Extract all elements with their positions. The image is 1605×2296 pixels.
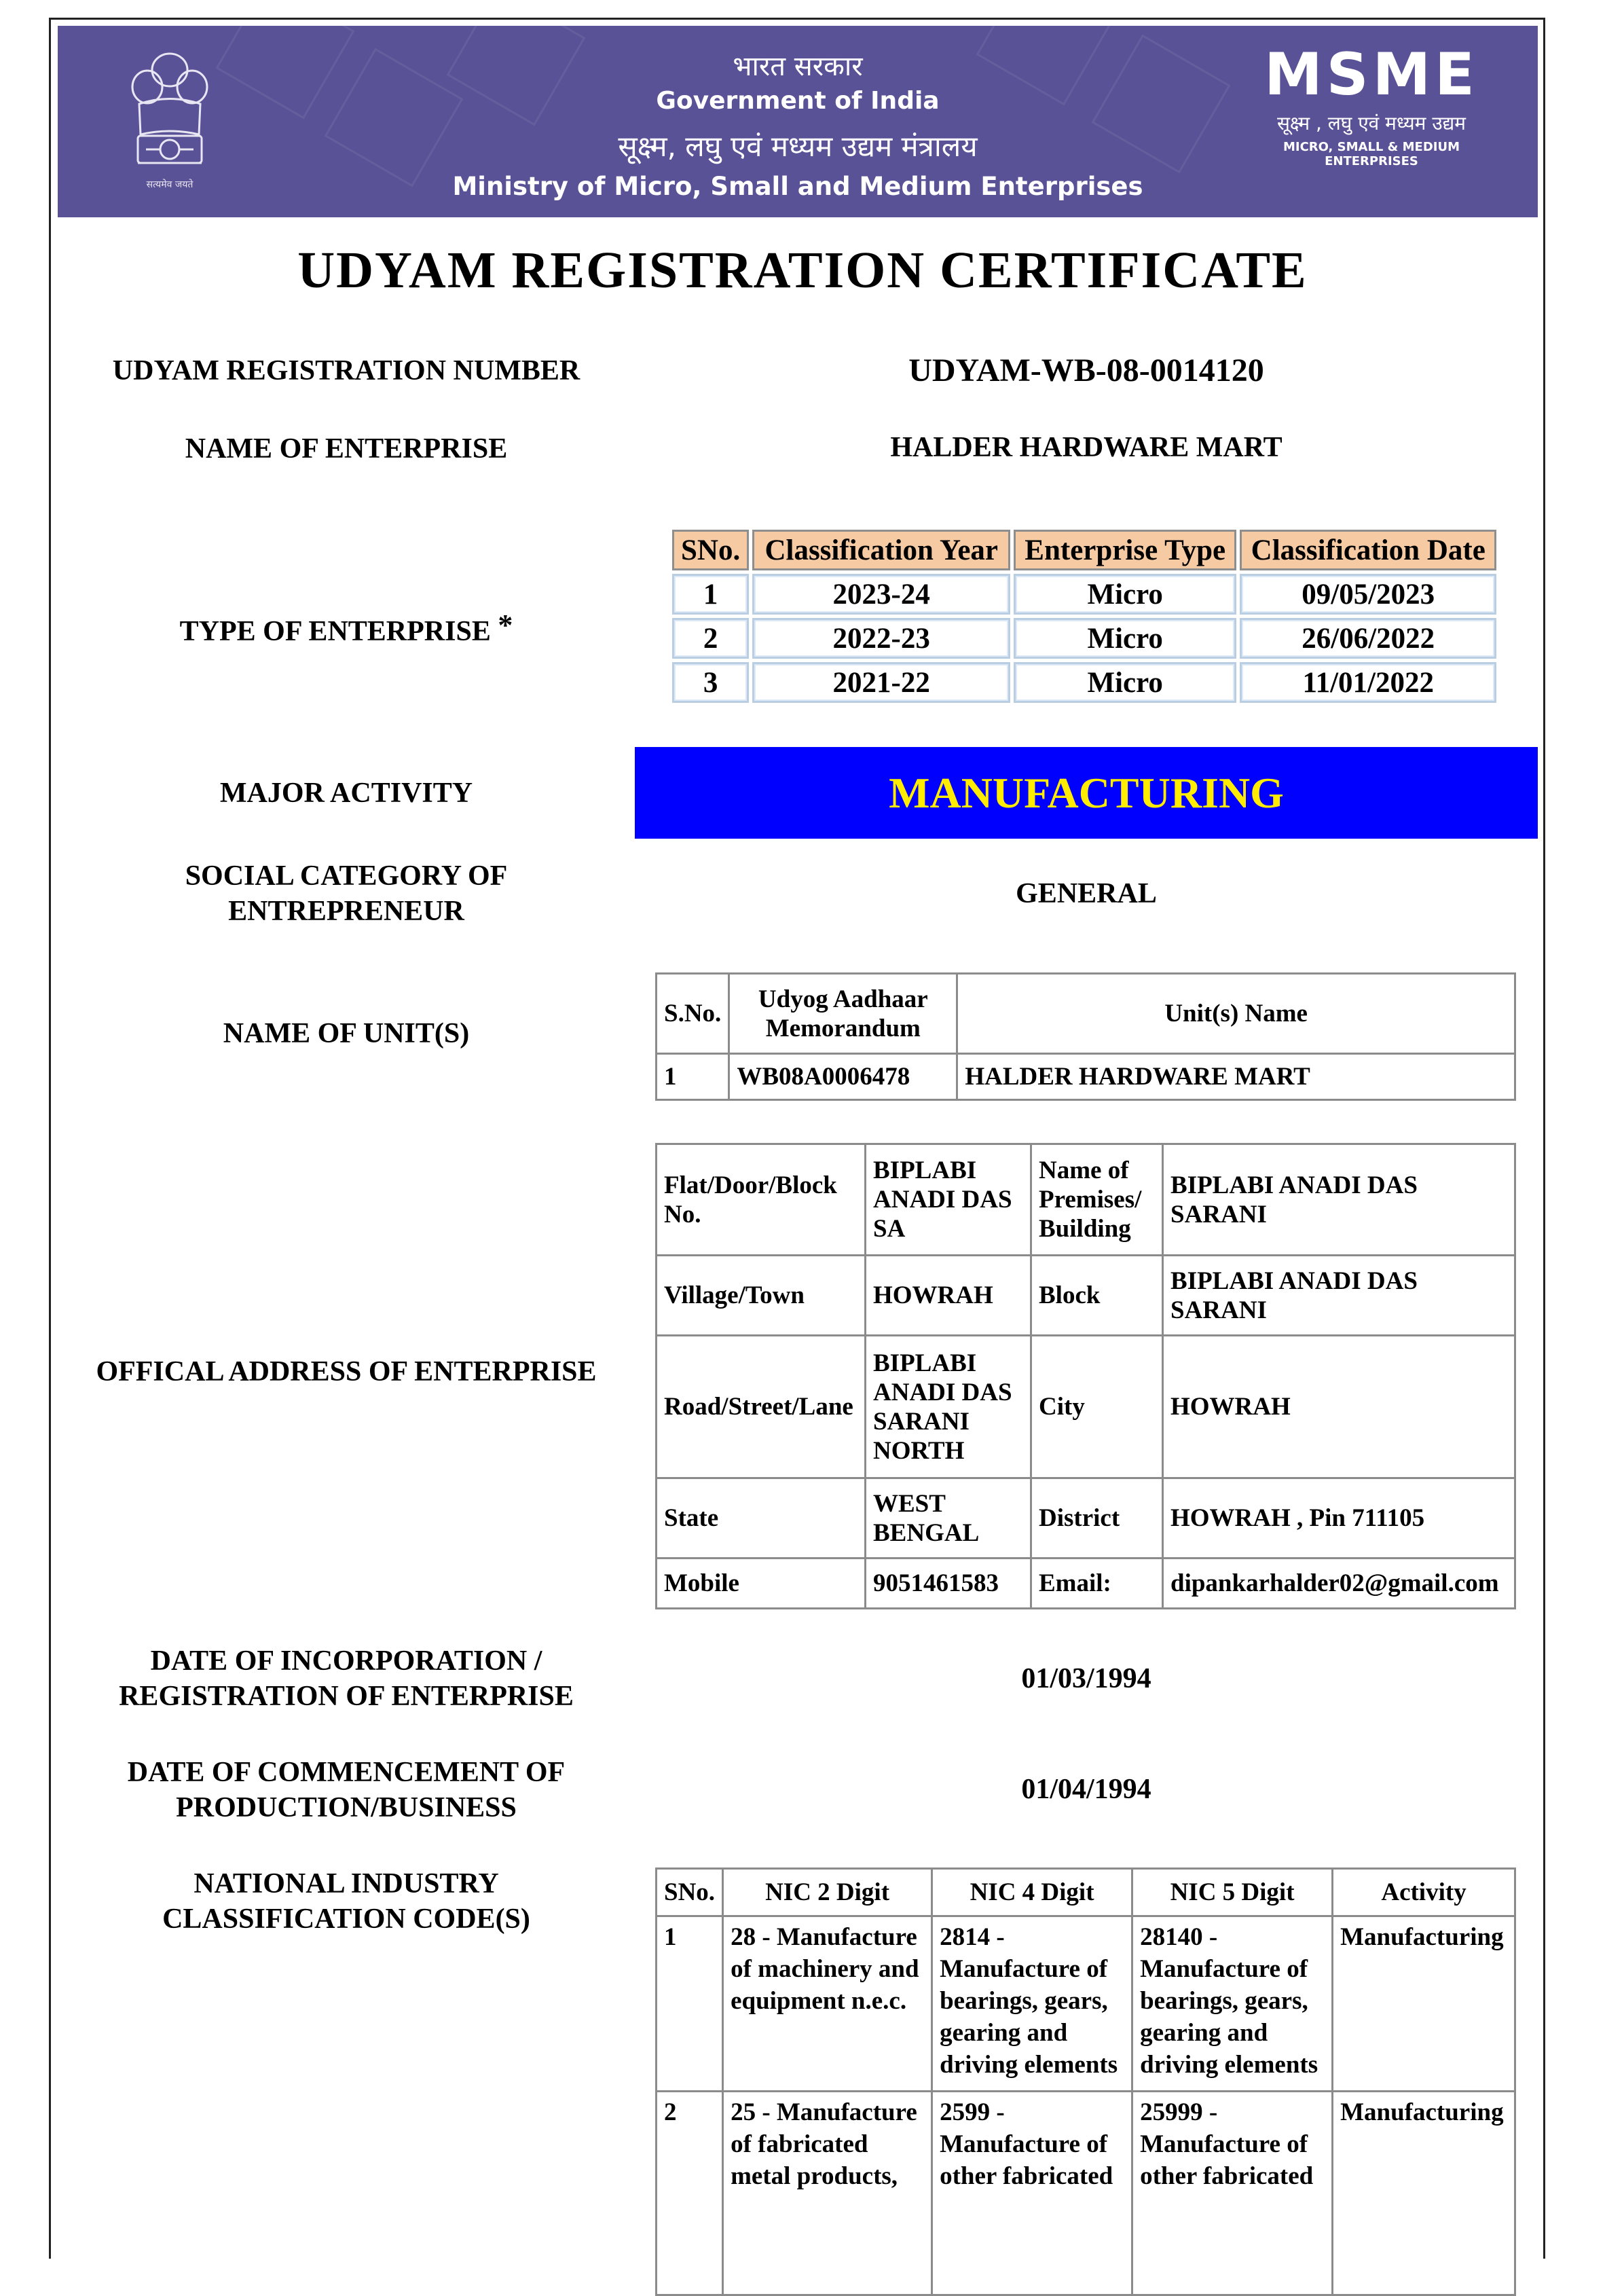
table-cell: State (657, 1478, 866, 1559)
email-value: dipankarhalder02@gmail.com (1163, 1559, 1515, 1609)
col-enterprise-type: Enterprise Type (1014, 530, 1236, 570)
table-cell: Road/Street/Lane (657, 1336, 866, 1478)
table-cell: 2814 - Manufacture of bearings, gears, gearing and driving elements (932, 1916, 1132, 2092)
commencement-label: DATE OF COMMENCEMENT OF PRODUCTION/BUSINESS (127, 1757, 566, 1823)
table-row (672, 618, 1496, 659)
ministry-text: Ministry of Micro, Small and Medium Enterprises (452, 172, 1143, 201)
table-header-cell: Udyog Aadhaar Memorandum (729, 974, 957, 1054)
table-cell: 2023-24 (752, 574, 1010, 615)
table-header-cell: Unit(s) Name (957, 974, 1515, 1054)
table-cell: Email: (1031, 1559, 1163, 1609)
table-cell: 28 - Manufacture of machinery and equipment n.e.c. (723, 1916, 932, 2092)
social-category-label: SOCIAL CATEGORY OF ENTREPRENEUR (185, 860, 508, 927)
units-table (655, 972, 1516, 1101)
government-text: Government of India (656, 87, 940, 115)
table-cell: WB08A0006478 (729, 1054, 957, 1100)
table-cell: HOWRAH (1163, 1336, 1515, 1478)
nic-table (655, 1867, 1516, 2296)
table-cell: 26/06/2022 (1240, 618, 1496, 659)
social-category-value: GENERAL (1016, 878, 1157, 909)
table-cell: BIPLABI ANADI DAS SARANI NORTH (866, 1336, 1031, 1478)
enterprise-name-label: NAME OF ENTERPRISE (185, 433, 508, 464)
address-label: OFFICAL ADDRESS OF ENTERPRISE (96, 1356, 597, 1387)
table-cell: 25 - Manufacture of fabricated metal products, (723, 2092, 932, 2295)
table-row (657, 1559, 1515, 1609)
table-row (672, 662, 1496, 703)
registration-number-label: UDYAM REGISTRATION NUMBER (112, 355, 580, 386)
major-activity-label: MAJOR ACTIVITY (219, 778, 473, 809)
table-cell: 25999 - Manufacture of other fabricated (1132, 2092, 1333, 2295)
table-header-cell: Activity (1333, 1869, 1515, 1916)
table-cell: 1 (657, 1054, 729, 1100)
units-label: NAME OF UNIT(S) (223, 1018, 470, 1049)
address-table (655, 1143, 1516, 1609)
table-cell: Micro (1014, 574, 1236, 615)
table-cell: BIPLABI ANADI DAS SARANI (1163, 1256, 1515, 1336)
table-cell: HOWRAH , Pin 711105 (1163, 1478, 1515, 1559)
table-cell: Micro (1014, 618, 1236, 659)
table-cell: 2 (672, 618, 749, 659)
table-cell: 11/01/2022 (1240, 662, 1496, 703)
table-cell: BIPLABI ANADI DAS SA (866, 1144, 1031, 1256)
table-cell: 9051461583 (866, 1559, 1031, 1609)
table-cell: 28140 - Manufacture of bearings, gears, gearing and driving elements (1132, 1916, 1333, 2092)
incorporation-label: DATE OF INCORPORATION / REGISTRATION OF ENTERPRISE (119, 1645, 574, 1712)
table-cell: HALDER HARDWARE MART (957, 1054, 1515, 1100)
table-cell: Village/Town (657, 1256, 866, 1336)
table-header-cell: NIC 4 Digit (932, 1869, 1132, 1916)
table-row (672, 574, 1496, 615)
enterprise-name-value: HALDER HARDWARE MART (890, 432, 1283, 463)
registration-number-value: UDYAM-WB-08-0014120 (908, 352, 1264, 388)
table-header-cell: NIC 2 Digit (723, 1869, 932, 1916)
table-cell: District (1031, 1478, 1163, 1559)
table-header-cell: S.No. (657, 974, 729, 1054)
table-cell: 2 (657, 2092, 723, 2295)
nic-label: NATIONAL INDUSTRY CLASSIFICATION CODE(S) (162, 1868, 530, 1935)
hindi-ministry-text: सूक्ष्म, लघु एवं मध्यम उद्यम मंत्रालय (618, 130, 978, 163)
table-cell: 09/05/2023 (1240, 574, 1496, 615)
table-cell: Block (1031, 1256, 1163, 1336)
table-row (657, 1336, 1515, 1478)
table-row (657, 2092, 1515, 2295)
table-row (657, 1144, 1515, 1256)
table-cell: Mobile (657, 1559, 866, 1609)
table-cell: 2599 - Manufacture of other fabricated (932, 2092, 1132, 2295)
table-cell: HOWRAH (866, 1256, 1031, 1336)
table-cell: WEST BENGAL (866, 1478, 1031, 1559)
table-cell: Manufacturing (1333, 1916, 1515, 2092)
table-header-cell: SNo. (657, 1869, 723, 1916)
table-cell: 2021-22 (752, 662, 1010, 703)
table-cell: Flat/Door/Block No. (657, 1144, 866, 1256)
table-header-cell: NIC 5 Digit (1132, 1869, 1333, 1916)
table-row (657, 1256, 1515, 1336)
asterisk-mark: * (498, 608, 513, 642)
table-cell: 2022-23 (752, 618, 1010, 659)
col-classification-year: Classification Year (752, 530, 1010, 570)
government-header-banner (58, 26, 1538, 217)
table-cell: 3 (672, 662, 749, 703)
table-row (657, 1916, 1515, 2092)
hindi-government-text: भारत सरकार (733, 51, 863, 82)
col-classification-date: Classification Date (1240, 530, 1496, 570)
table-row (657, 1054, 1515, 1100)
table-cell: Micro (1014, 662, 1236, 703)
table-cell: BIPLABI ANADI DAS SARANI (1163, 1144, 1515, 1256)
msme-logo: MSME सूक्ष्म , लघु एवं मध्यम उद्यम MICRO, SMALL & MEDIUM ENTERPRISES (1264, 41, 1479, 168)
commencement-date: 01/04/1994 (1021, 1774, 1151, 1805)
certificate-title: UDYAM REGISTRATION CERTIFICATE (297, 242, 1308, 299)
table-cell: City (1031, 1336, 1163, 1478)
incorporation-date: 01/03/1994 (1021, 1663, 1151, 1694)
major-activity-value: MANUFACTURING (635, 747, 1538, 839)
table-cell: 1 (672, 574, 749, 615)
table-cell: 1 (657, 1916, 723, 2092)
col-sno: SNo. (672, 530, 749, 570)
table-row (657, 1478, 1515, 1559)
table-cell: Manufacturing (1333, 2092, 1515, 2295)
classification-table (669, 526, 1500, 706)
table-cell: Name of Premises/ Building (1031, 1144, 1163, 1256)
svg-text:सत्यमेव जयते: सत्यमेव जयते (146, 179, 193, 190)
enterprise-type-label: TYPE OF ENTERPRISE * (179, 608, 513, 647)
